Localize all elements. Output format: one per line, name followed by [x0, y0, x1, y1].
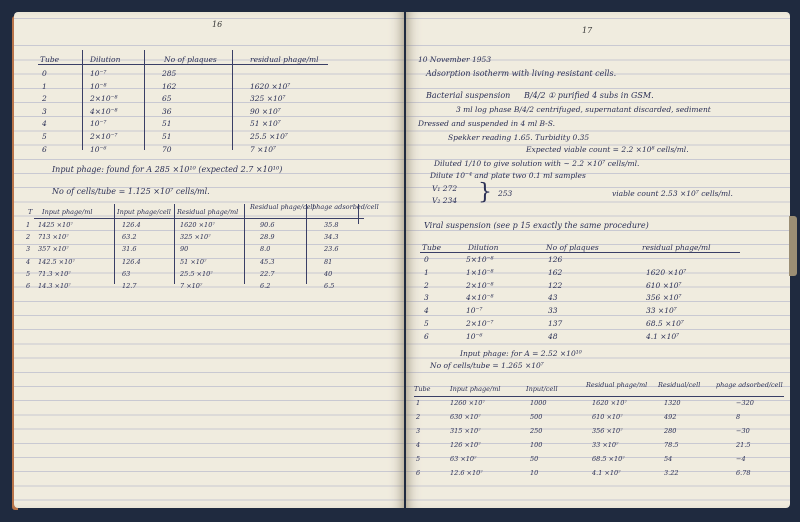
t3-header-residual: residual phage/ml — [642, 243, 711, 252]
right-input-line: Input phage: for A = 2.52 ×10¹⁰ — [460, 349, 582, 358]
table-cell: 51 ×10⁷ — [250, 119, 281, 129]
table-cell: 1×10⁻⁸ — [466, 267, 494, 277]
table-cell: 81 — [324, 257, 333, 266]
table-cell: 28.9 — [260, 233, 275, 242]
table-cell: 126 ×10⁷ — [450, 441, 481, 449]
table-cell: 6 — [42, 144, 47, 154]
table-cell: 10⁻⁷ — [466, 306, 483, 316]
table-cell: 54 — [664, 455, 673, 463]
brace-glyph: } — [478, 180, 492, 205]
table-cell: 8 — [736, 413, 741, 421]
table-cell: 280 — [664, 427, 677, 435]
table-cell: 10⁻⁷ — [90, 119, 107, 129]
t2-header-residual-cell: Residual phage/cell — [250, 203, 315, 211]
table-cell: 1 — [416, 399, 421, 407]
table-cell: 40 — [324, 269, 333, 278]
table-cell: 22.7 — [260, 269, 275, 278]
t4-header-residual-ml: Residual phage/ml — [586, 381, 648, 389]
table-cell: 63.2 — [122, 233, 137, 242]
table-cell: 100 — [530, 441, 543, 449]
table-cell: 10⁻⁸ — [90, 81, 107, 91]
table-cell: −320 — [736, 399, 754, 407]
table-cell: 50 — [530, 455, 539, 463]
table-cell: 5 — [424, 319, 429, 328]
table-cell: 48 — [548, 331, 558, 341]
v1-count: V₁ 272 — [432, 184, 458, 193]
viral-heading: Viral suspension (see p 15 exactly the same procedure) — [424, 221, 649, 230]
table-cell: 45.3 — [260, 257, 275, 266]
table-cell: 51 ×10⁷ — [180, 257, 207, 266]
table-cell: 1620 ×10⁷ — [646, 267, 687, 277]
table-cell: 5 — [416, 455, 421, 463]
t4-header-input-ml: Input phage/ml — [450, 385, 501, 393]
table-cell: 10⁻⁶ — [466, 331, 483, 341]
table-cell: 2×10⁻⁷ — [466, 319, 494, 328]
table-cell: 14.3 ×10⁷ — [38, 282, 71, 290]
table-cell: 1000 — [530, 399, 547, 407]
table-cell: 10 — [530, 469, 539, 477]
table-cell: 3 — [424, 293, 429, 303]
left-cells-line: No of cells/tube = 1.125 ×10⁷ cells/ml. — [52, 187, 210, 196]
table-cell: 1620 ×10⁷ — [592, 399, 627, 407]
table-cell: 33 ×10⁷ — [646, 306, 677, 316]
table-cell: 610 ×10⁷ — [646, 280, 682, 290]
diluted-line: Diluted 1/10 to give solution with ~ 2.2 ×10⁷ cells/ml. — [434, 159, 640, 168]
t4-header-input-cell: Input/cell — [526, 385, 558, 393]
table-cell: 3 — [42, 106, 47, 116]
table-cell: 126 — [548, 255, 563, 264]
table-cell: 713 ×10⁷ — [38, 233, 69, 242]
dilution-note: Dilute 10⁻⁴ and plate two 0.1 ml samples — [430, 171, 586, 180]
t3-header-plaques: No of plaques — [546, 243, 599, 252]
table-cell: 1 — [424, 267, 429, 277]
v2-count: V₂ 234 — [432, 196, 458, 205]
notebook — [6, 6, 794, 516]
table-cell: 1425 ×10⁷ — [38, 221, 73, 229]
table-cell: 3.22 — [664, 469, 679, 477]
table-cell: 6 — [26, 282, 31, 290]
right-page-number: 17 — [582, 26, 593, 35]
v-mean: 253 — [498, 189, 513, 198]
table-cell: 4 — [424, 306, 429, 316]
table-cell: 4×10⁻⁸ — [90, 106, 118, 116]
table-cell: 21.5 — [736, 441, 751, 449]
table-cell: 2×10⁻⁸ — [90, 94, 118, 104]
table-cell: 4.1 ×10⁷ — [592, 469, 621, 477]
bacterial-text: B/4/2 ① purified 4 subs in GSM. — [524, 91, 654, 100]
table-cell: 2 — [416, 413, 421, 421]
table-cell: 71.3 ×10⁷ — [38, 269, 71, 278]
table-cell: 65 — [162, 94, 172, 104]
table-cell: 122 — [548, 280, 563, 290]
table-cell: 25.5 ×10⁷ — [180, 269, 213, 278]
left-page — [14, 12, 404, 508]
table-cell: 4×10⁻⁸ — [466, 293, 494, 303]
t3-header-tube: Tube — [422, 243, 442, 252]
experiment-title: Adsorption isotherm with living resistant cells. — [426, 69, 617, 78]
t2-header-input-cell: Input phage/cell — [117, 208, 171, 216]
table-cell: 12.6 ×10⁷ — [450, 469, 483, 477]
table-cell: 35.8 — [324, 221, 339, 229]
t2-header-residual-ml: Residual phage/ml — [177, 208, 239, 216]
table-cell: 90 ×10⁷ — [250, 106, 281, 116]
table-cell: 31.6 — [122, 245, 137, 254]
table-cell: 33 — [548, 306, 558, 316]
table-cell: 126.4 — [122, 221, 141, 229]
t4-header-tube: Tube — [414, 385, 431, 393]
table-cell: 4 — [42, 119, 47, 129]
table-cell: 34.3 — [324, 233, 339, 242]
table-cell: −30 — [736, 427, 750, 435]
table-cell: 142.5 ×10⁷ — [38, 257, 75, 266]
table-cell: 78.5 — [664, 441, 679, 449]
table-cell: 4.1 ×10⁷ — [646, 331, 680, 341]
table-cell: 250 — [530, 427, 543, 435]
table-cell: 5×10⁻⁸ — [466, 255, 494, 264]
table-cell: 285 — [162, 69, 177, 78]
table-cell: 5 — [26, 269, 31, 278]
header-residual: residual phage/ml — [250, 55, 319, 64]
right-page — [406, 12, 790, 508]
t2-header-t: T — [28, 208, 33, 216]
table-cell: 2×10⁻⁸ — [466, 280, 494, 290]
table-cell: 63 — [122, 269, 131, 278]
table-cell: 63 ×10⁷ — [450, 455, 477, 463]
table-cell: 137 — [548, 319, 563, 328]
t4-header-adsorbed: phage adsorbed/cell — [716, 381, 783, 389]
t3-header-dilution: Dilution — [468, 243, 499, 252]
table-cell: 357 ×10⁷ — [38, 245, 69, 254]
table-cell: 162 — [162, 81, 177, 91]
header-dilution: Dilution — [90, 55, 121, 64]
table-cell: 36 — [162, 106, 172, 116]
date-line: 10 November 1953 — [418, 55, 492, 64]
viable-count: viable count 2.53 ×10⁷ cells/ml. — [612, 189, 733, 198]
prep-line-2: Dressed and suspended in 4 ml B-S. — [418, 119, 555, 128]
table-cell: 3 — [26, 245, 31, 254]
table-cell: 23.6 — [324, 245, 339, 254]
table-cell: 0 — [424, 255, 429, 264]
table-cell: 51 — [162, 132, 172, 141]
table-cell: 51 — [162, 119, 172, 129]
right-cells-line: No of cells/tube = 1.265 ×10⁷ — [430, 361, 544, 370]
table-cell: 10⁻⁶ — [90, 144, 107, 154]
t2-header-input-ml: Input phage/ml — [42, 208, 93, 216]
table-cell: 68.5 ×10⁷ — [646, 319, 684, 328]
table-cell: 68.5 ×10⁷ — [592, 455, 625, 463]
table-cell: 325 ×10⁷ — [250, 94, 286, 104]
table-cell: 492 — [664, 413, 677, 421]
expected-line: Expected viable count = 2.2 ×10⁸ cells/ml. — [526, 145, 689, 154]
table-cell: 0 — [42, 69, 47, 78]
table-cell: 5 — [42, 132, 47, 141]
table-cell: 25.5 ×10⁷ — [250, 132, 288, 141]
t4-header-residual-cell: Residual/cell — [658, 381, 701, 389]
page-tab-marker — [789, 216, 797, 276]
bacterial-heading: Bacterial suspension — [426, 91, 511, 100]
table-cell: 8.0 — [260, 245, 271, 254]
table-cell: 43 — [548, 293, 558, 303]
table-cell: 1260 ×10⁷ — [450, 399, 485, 407]
table-cell: 1620 ×10⁷ — [250, 81, 291, 91]
table-cell: 90 — [180, 245, 189, 254]
left-page-number: 16 — [212, 20, 223, 29]
table-cell: 630 ×10⁷ — [450, 413, 481, 421]
table-cell: 2 — [26, 233, 31, 242]
table-cell: 356 ×10⁷ — [592, 427, 623, 435]
table-cell: 6 — [416, 469, 421, 477]
table-cell: 2 — [42, 94, 47, 104]
table-cell: 12.7 — [122, 282, 137, 290]
table-cell: 1620 ×10⁷ — [180, 221, 215, 229]
table-cell: 3 — [416, 427, 421, 435]
table-cell: 6 — [424, 331, 429, 341]
table-cell: 6.78 — [736, 469, 751, 477]
table-cell: 610 ×10⁷ — [592, 413, 623, 421]
table-cell: 6.5 — [324, 282, 335, 290]
table-cell: 10⁻⁷ — [90, 69, 107, 78]
table-cell: 315 ×10⁷ — [450, 427, 481, 435]
table-cell: 4 — [26, 257, 31, 266]
table-cell: 162 — [548, 267, 563, 277]
t2-header-adsorbed: phage adsorbed/cell — [312, 203, 379, 211]
table-cell: 1320 — [664, 399, 681, 407]
left-input-line: Input phage: found for A 285 ×10¹⁰ (expected 2.7 ×10¹⁰) — [52, 165, 283, 174]
table-cell: 126.4 — [122, 257, 141, 266]
table-cell: 2×10⁻⁷ — [90, 132, 118, 141]
table-cell: 325 ×10⁷ — [180, 233, 211, 242]
table-cell: 1 — [42, 81, 47, 91]
table-cell: −4 — [736, 455, 746, 463]
table-cell: 1 — [26, 221, 31, 229]
table-cell: 7 ×10⁷ — [180, 282, 203, 290]
table-cell: 4 — [416, 441, 421, 449]
header-plaques: No of plaques — [164, 55, 217, 64]
header-tube: Tube — [40, 55, 60, 64]
table-cell: 7 ×10⁷ — [250, 144, 276, 154]
table-cell: 356 ×10⁷ — [646, 293, 682, 303]
table-cell: 70 — [162, 144, 172, 154]
table-cell: 6.2 — [260, 282, 271, 290]
prep-line-1: 3 ml log phase B/4/2 centrifuged, supernatant discarded, sediment — [456, 105, 711, 114]
spekker-line: Spekker reading 1.65. Turbidity 0.35 — [448, 133, 590, 142]
table-cell: 33 ×10⁷ — [592, 441, 619, 449]
table-cell: 90.6 — [260, 221, 275, 229]
table-cell: 2 — [424, 280, 429, 290]
table-cell: 500 — [530, 413, 543, 421]
